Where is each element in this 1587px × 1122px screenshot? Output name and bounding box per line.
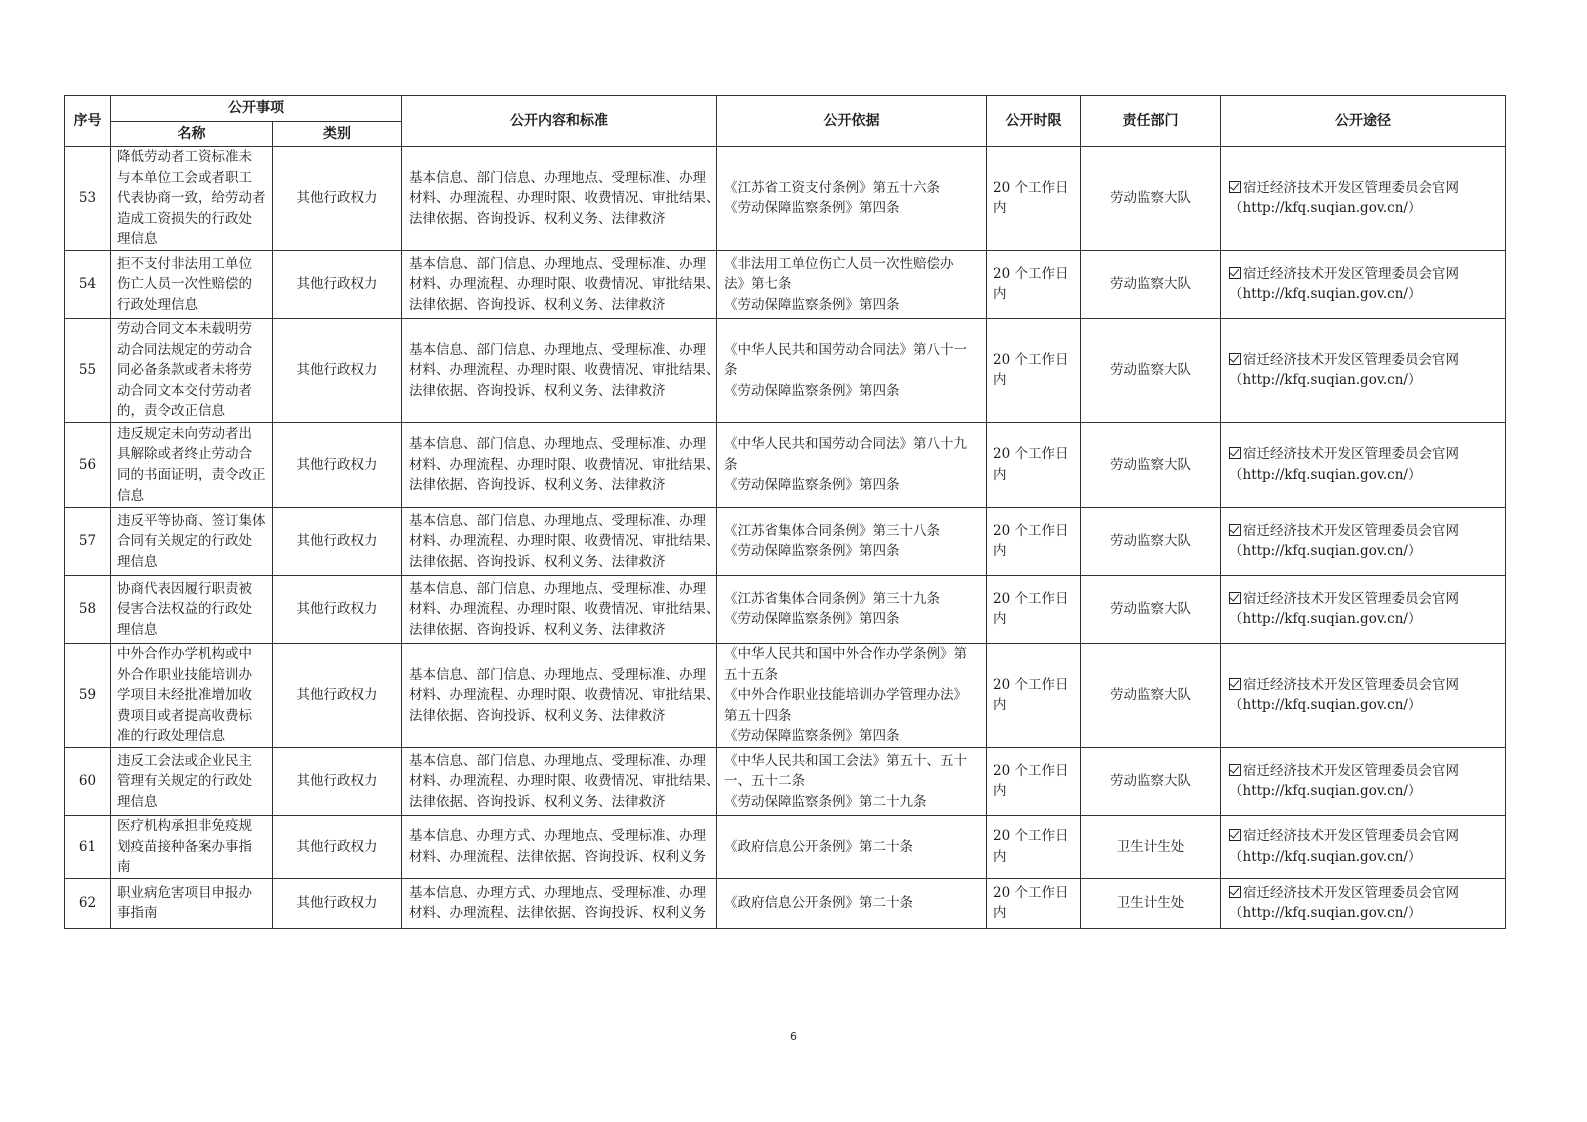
cell-name (111, 250, 273, 318)
cell-num: 62 (65, 878, 111, 928)
table-row (65, 318, 1506, 422)
cell-dept: 劳动监察大队 (1081, 507, 1221, 575)
name-line: 信息 (117, 487, 144, 504)
cell-basis (717, 250, 987, 318)
route-line (1229, 589, 1499, 610)
basis-line: 《江苏省集体合同条例》第三十八条 (724, 522, 940, 539)
checkbox-checked-icon (1229, 764, 1241, 776)
cell-dept: 劳动监察大队 (1081, 318, 1221, 422)
table-row (65, 815, 1506, 878)
cell-basis (717, 747, 987, 815)
cell-content (402, 575, 720, 643)
name-line: 行政处理信息 (117, 296, 198, 313)
table-row (65, 747, 1506, 815)
name-line: 理信息 (117, 231, 158, 248)
route-url: （http://kfq.suqian.gov.cn/） (1229, 286, 1422, 303)
route-site-name: 宿迁经济技术开发区管理委员会官网 (1243, 179, 1459, 196)
cell-name (111, 147, 273, 251)
table-row (65, 147, 1506, 251)
cell-time (987, 878, 1081, 928)
cell-dept: 劳动监察大队 (1081, 250, 1221, 318)
cell-basis (717, 422, 987, 507)
name-line: 劳动合同文本未载明劳 (117, 320, 252, 337)
checkbox-checked-icon (1229, 592, 1241, 604)
basis-line: 五十五条 (724, 666, 778, 683)
basis-line: 《中华人民共和国劳动合同法》第八十九 (724, 436, 967, 453)
cell-name (111, 318, 273, 422)
cell-num: 53 (65, 147, 111, 251)
cell-content (402, 643, 720, 747)
cell-num: 61 (65, 815, 111, 878)
route-url: （http://kfq.suqian.gov.cn/） (1229, 200, 1422, 217)
time-line: 20 个工作日 (993, 351, 1069, 368)
header-group: 公开事项 (111, 96, 402, 122)
cell-content (402, 507, 720, 575)
basis-line: 《劳动保障监察条例》第二十九条 (724, 793, 927, 810)
cell-time (987, 747, 1081, 815)
checkbox-checked-icon (1229, 524, 1241, 536)
checkbox-checked-icon (1229, 829, 1241, 841)
cell-name (111, 643, 273, 747)
header-basis: 公开依据 (717, 96, 987, 147)
time-line: 20 个工作日 (993, 522, 1069, 539)
cell-dept: 劳动监察大队 (1081, 643, 1221, 747)
time-line: 内 (993, 543, 1007, 560)
name-line: 管理有关规定的行政处 (117, 773, 252, 790)
cell-content (402, 250, 720, 318)
time-line: 20 个工作日 (993, 446, 1069, 463)
name-line: 事指南 (117, 905, 158, 922)
time-line: 20 个工作日 (993, 828, 1069, 845)
cell-route (1221, 318, 1506, 422)
time-line: 内 (993, 783, 1007, 800)
content-line: 法律依据、咨询投诉、权利义务、法律救济 (409, 477, 666, 494)
time-line: 内 (993, 848, 1007, 865)
content-line: 材料、办理流程、办理时限、收费情况、审批结果、 (409, 773, 720, 790)
route-url: （http://kfq.suqian.gov.cn/） (1229, 466, 1422, 483)
cell-category: 其他行政权力 (273, 147, 402, 251)
name-line: 动合同文本交付劳动者 (117, 382, 252, 399)
cell-category: 其他行政权力 (273, 815, 402, 878)
basis-line: 第五十四条 (724, 707, 792, 724)
name-line: 代表协商一致，给劳动者 (117, 190, 266, 207)
cell-basis (717, 575, 987, 643)
basis-line: 《中外合作职业技能培训办学管理办法》 (724, 687, 967, 704)
cell-time (987, 422, 1081, 507)
time-line: 内 (993, 286, 1007, 303)
disclosure-table (64, 95, 1506, 929)
cell-category: 其他行政权力 (273, 575, 402, 643)
checkbox-checked-icon (1229, 267, 1241, 279)
name-line: 划疫苗接种备案办事指 (117, 838, 252, 855)
time-line: 20 个工作日 (993, 179, 1069, 196)
time-line: 内 (993, 200, 1007, 217)
cell-category: 其他行政权力 (273, 250, 402, 318)
time-line: 内 (993, 372, 1007, 389)
route-url: （http://kfq.suqian.gov.cn/） (1229, 905, 1422, 922)
route-line (1229, 826, 1499, 847)
name-line: 违反工会法或企业民主 (117, 752, 252, 769)
name-line: 准的行政处理信息 (117, 728, 225, 745)
table-row (65, 507, 1506, 575)
checkbox-checked-icon (1229, 181, 1241, 193)
content-line: 基本信息、部门信息、办理地点、受理标准、办理 (409, 255, 706, 272)
time-line: 20 个工作日 (993, 265, 1069, 282)
name-line: 降低劳动者工资标准未 (117, 149, 252, 165)
cell-route (1221, 643, 1506, 747)
cell-category: 其他行政权力 (273, 318, 402, 422)
route-url: （http://kfq.suqian.gov.cn/） (1229, 848, 1422, 865)
basis-line: 《劳动保障监察条例》第四条 (724, 477, 900, 494)
time-line: 20 个工作日 (993, 762, 1069, 779)
cell-basis (717, 507, 987, 575)
table-row (65, 422, 1506, 507)
name-line: 违反平等协商、签订集体 (117, 512, 266, 529)
time-line: 20 个工作日 (993, 884, 1069, 901)
route-line (1229, 883, 1499, 904)
route-site-name: 宿迁经济技术开发区管理委员会官网 (1243, 884, 1459, 901)
cell-content (402, 147, 720, 251)
name-line: 理信息 (117, 553, 158, 570)
basis-line: 《江苏省工资支付条例》第五十六条 (724, 179, 940, 196)
name-line: 与本单位工会或者职工 (117, 169, 252, 186)
name-line: 南 (117, 859, 131, 876)
route-line (1229, 675, 1499, 696)
content-line: 基本信息、办理方式、办理地点、受理标准、办理 (409, 828, 706, 845)
time-line: 内 (993, 466, 1007, 483)
cell-dept: 卫生计生处 (1081, 815, 1221, 878)
cell-route (1221, 878, 1506, 928)
name-line: 合同有关规定的行政处 (117, 533, 252, 550)
route-site-name: 宿迁经济技术开发区管理委员会官网 (1243, 828, 1459, 845)
cell-num: 57 (65, 507, 111, 575)
content-line: 法律依据、咨询投诉、权利义务、法律救济 (409, 553, 666, 570)
cell-name (111, 422, 273, 507)
cell-dept: 劳动监察大队 (1081, 747, 1221, 815)
time-line: 内 (993, 611, 1007, 628)
cell-dept: 卫生计生处 (1081, 878, 1221, 928)
basis-line: 一、五十二条 (724, 773, 805, 790)
cell-content (402, 747, 720, 815)
route-site-name: 宿迁经济技术开发区管理委员会官网 (1243, 676, 1459, 693)
content-line: 基本信息、部门信息、办理地点、受理标准、办理 (409, 512, 706, 529)
cell-time (987, 643, 1081, 747)
header-name: 名称 (111, 122, 273, 147)
content-line: 基本信息、部门信息、办理地点、受理标准、办理 (409, 580, 706, 597)
cell-route (1221, 815, 1506, 878)
cell-dept: 劳动监察大队 (1081, 147, 1221, 251)
name-line: 伤亡人员一次性赔偿的 (117, 276, 252, 293)
cell-category: 其他行政权力 (273, 747, 402, 815)
content-line: 材料、办理流程、办理时限、收费情况、审批结果、 (409, 533, 720, 550)
cell-basis (717, 643, 987, 747)
name-line: 医疗机构承担非免疫规 (117, 818, 252, 835)
content-line: 法律依据、咨询投诉、权利义务、法律救济 (409, 210, 666, 227)
route-line (1229, 521, 1499, 542)
cell-basis (717, 815, 987, 878)
cell-content (402, 422, 720, 507)
basis-line: 《政府信息公开条例》第二十条 (724, 895, 913, 912)
cell-num: 59 (65, 643, 111, 747)
route-url: （http://kfq.suqian.gov.cn/） (1229, 611, 1422, 628)
cell-time (987, 575, 1081, 643)
checkbox-checked-icon (1229, 678, 1241, 690)
content-line: 材料、办理流程、办理时限、收费情况、审批结果、 (409, 190, 720, 207)
cell-name (111, 575, 273, 643)
page-number: 6 (790, 1030, 797, 1043)
name-line: 理信息 (117, 793, 158, 810)
cell-category: 其他行政权力 (273, 507, 402, 575)
content-line: 法律依据、咨询投诉、权利义务、法律救济 (409, 793, 666, 810)
cell-dept: 劳动监察大队 (1081, 422, 1221, 507)
route-url: （http://kfq.suqian.gov.cn/） (1229, 372, 1422, 389)
cell-content (402, 815, 717, 878)
content-line: 基本信息、办理方式、办理地点、受理标准、办理 (409, 884, 706, 901)
cell-time (987, 507, 1081, 575)
content-line: 材料、办理流程、办理时限、收费情况、审批结果、 (409, 362, 720, 379)
header-content: 公开内容和标准 (402, 96, 717, 147)
cell-num: 60 (65, 747, 111, 815)
content-line: 法律依据、咨询投诉、权利义务、法律救济 (409, 382, 666, 399)
content-line: 基本信息、部门信息、办理地点、受理标准、办理 (409, 341, 706, 358)
route-url: （http://kfq.suqian.gov.cn/） (1229, 697, 1422, 714)
time-line: 内 (993, 697, 1007, 714)
cell-category: 其他行政权力 (273, 643, 402, 747)
cell-time (987, 318, 1081, 422)
basis-line: 条 (724, 362, 738, 379)
cell-category: 其他行政权力 (273, 422, 402, 507)
table-row (65, 643, 1506, 747)
name-line: 协商代表因履行职责被 (117, 580, 252, 597)
header-time: 公开时限 (987, 96, 1081, 147)
name-line: 拒不支付非法用工单位 (117, 255, 252, 272)
cell-num: 54 (65, 250, 111, 318)
time-line: 内 (993, 905, 1007, 922)
content-line: 基本信息、部门信息、办理地点、受理标准、办理 (409, 436, 706, 453)
name-line: 侵害合法权益的行政处 (117, 601, 252, 618)
cell-name (111, 747, 273, 815)
cell-basis (717, 147, 987, 251)
cell-name (111, 815, 273, 878)
content-line: 法律依据、咨询投诉、权利义务、法律救济 (409, 621, 666, 638)
content-line: 法律依据、咨询投诉、权利义务、法律救济 (409, 707, 666, 724)
table-row (65, 250, 1506, 318)
name-line: 同必备条款或者未将劳 (117, 362, 252, 379)
content-line: 材料、办理流程、法律依据、咨询投诉、权利义务 (409, 848, 706, 865)
content-line: 材料、办理流程、法律依据、咨询投诉、权利义务 (409, 905, 706, 922)
cell-route (1221, 147, 1506, 251)
route-line (1229, 264, 1499, 285)
route-site-name: 宿迁经济技术开发区管理委员会官网 (1243, 351, 1459, 368)
cell-time (987, 815, 1081, 878)
header-category: 类别 (273, 122, 402, 147)
name-line: 具解除或者终止劳动合 (117, 446, 252, 463)
table-row (65, 878, 1506, 928)
name-line: 理信息 (117, 621, 158, 638)
route-line (1229, 761, 1499, 782)
checkbox-checked-icon (1229, 447, 1241, 459)
cell-name (111, 878, 273, 928)
cell-dept: 劳动监察大队 (1081, 575, 1221, 643)
cell-num: 58 (65, 575, 111, 643)
route-line (1229, 350, 1499, 371)
basis-line: 《非法用工单位伤亡人员一次性赔偿办 (724, 255, 954, 272)
route-site-name: 宿迁经济技术开发区管理委员会官网 (1243, 446, 1459, 463)
cell-route (1221, 507, 1506, 575)
route-site-name: 宿迁经济技术开发区管理委员会官网 (1243, 762, 1459, 779)
basis-line: 《中华人民共和国工会法》第五十、五十 (724, 752, 967, 769)
cell-time (987, 147, 1081, 251)
content-line: 材料、办理流程、办理时限、收费情况、审批结果、 (409, 276, 720, 293)
basis-line: 条 (724, 456, 738, 473)
name-line: 的，责令改正信息 (117, 403, 225, 420)
content-line: 法律依据、咨询投诉、权利义务、法律救济 (409, 296, 666, 313)
name-line: 学项目未经批准增加收 (117, 687, 252, 704)
cell-time (987, 250, 1081, 318)
cell-num: 56 (65, 422, 111, 507)
header-dept: 责任部门 (1081, 96, 1221, 147)
basis-line: 《劳动保障监察条例》第四条 (724, 611, 900, 628)
checkbox-checked-icon (1229, 886, 1241, 898)
cell-content (402, 318, 720, 422)
content-line: 材料、办理流程、办理时限、收费情况、审批结果、 (409, 601, 720, 618)
table-row (65, 575, 1506, 643)
name-line: 费项目或者提高收费标 (117, 707, 252, 724)
header-route: 公开途径 (1221, 96, 1506, 147)
cell-category: 其他行政权力 (273, 878, 402, 928)
basis-line: 《中华人民共和国中外合作办学条例》第 (724, 645, 967, 662)
route-line (1229, 178, 1499, 199)
name-line: 职业病危害项目申报办 (117, 884, 252, 901)
cell-route (1221, 422, 1506, 507)
name-line: 违反规定未向劳动者出 (117, 425, 252, 442)
name-line: 中外合作办学机构或中 (117, 645, 252, 662)
route-site-name: 宿迁经济技术开发区管理委员会官网 (1243, 522, 1459, 539)
basis-line: 《劳动保障监察条例》第四条 (724, 382, 900, 399)
name-line: 同的书面证明，责令改正 (117, 466, 266, 483)
cell-route (1221, 575, 1506, 643)
basis-line: 《劳动保障监察条例》第四条 (724, 296, 900, 313)
name-line: 造成工资损失的行政处 (117, 210, 252, 227)
basis-line: 法》第七条 (724, 276, 792, 293)
content-line: 材料、办理流程、办理时限、收费情况、审批结果、 (409, 687, 720, 704)
basis-line: 《劳动保障监察条例》第四条 (724, 543, 900, 560)
content-line: 基本信息、部门信息、办理地点、受理标准、办理 (409, 752, 706, 769)
cell-num: 55 (65, 318, 111, 422)
cell-basis (717, 878, 987, 928)
content-line: 基本信息、部门信息、办理地点、受理标准、办理 (409, 169, 706, 186)
time-line: 20 个工作日 (993, 676, 1069, 693)
content-line: 基本信息、部门信息、办理地点、受理标准、办理 (409, 666, 706, 683)
route-line (1229, 444, 1499, 465)
document-page (64, 95, 1505, 929)
name-line: 动合同法规定的劳动合 (117, 341, 252, 358)
cell-name (111, 507, 273, 575)
route-url: （http://kfq.suqian.gov.cn/） (1229, 543, 1422, 560)
route-site-name: 宿迁经济技术开发区管理委员会官网 (1243, 590, 1459, 607)
header-num: 序号 (65, 96, 111, 147)
name-line: 外合作职业技能培训办 (117, 666, 252, 683)
cell-basis (717, 318, 987, 422)
cell-content (402, 878, 717, 928)
time-line: 20 个工作日 (993, 590, 1069, 607)
basis-line: 《劳动保障监察条例》第四条 (724, 200, 900, 217)
cell-route (1221, 747, 1506, 815)
cell-route (1221, 250, 1506, 318)
basis-line: 《江苏省集体合同条例》第三十九条 (724, 590, 940, 607)
basis-line: 《政府信息公开条例》第二十条 (724, 838, 913, 855)
content-line: 材料、办理流程、办理时限、收费情况、审批结果、 (409, 456, 720, 473)
basis-line: 《劳动保障监察条例》第四条 (724, 728, 900, 745)
route-site-name: 宿迁经济技术开发区管理委员会官网 (1243, 265, 1459, 282)
checkbox-checked-icon (1229, 353, 1241, 365)
basis-line: 《中华人民共和国劳动合同法》第八十一 (724, 341, 967, 358)
route-url: （http://kfq.suqian.gov.cn/） (1229, 783, 1422, 800)
